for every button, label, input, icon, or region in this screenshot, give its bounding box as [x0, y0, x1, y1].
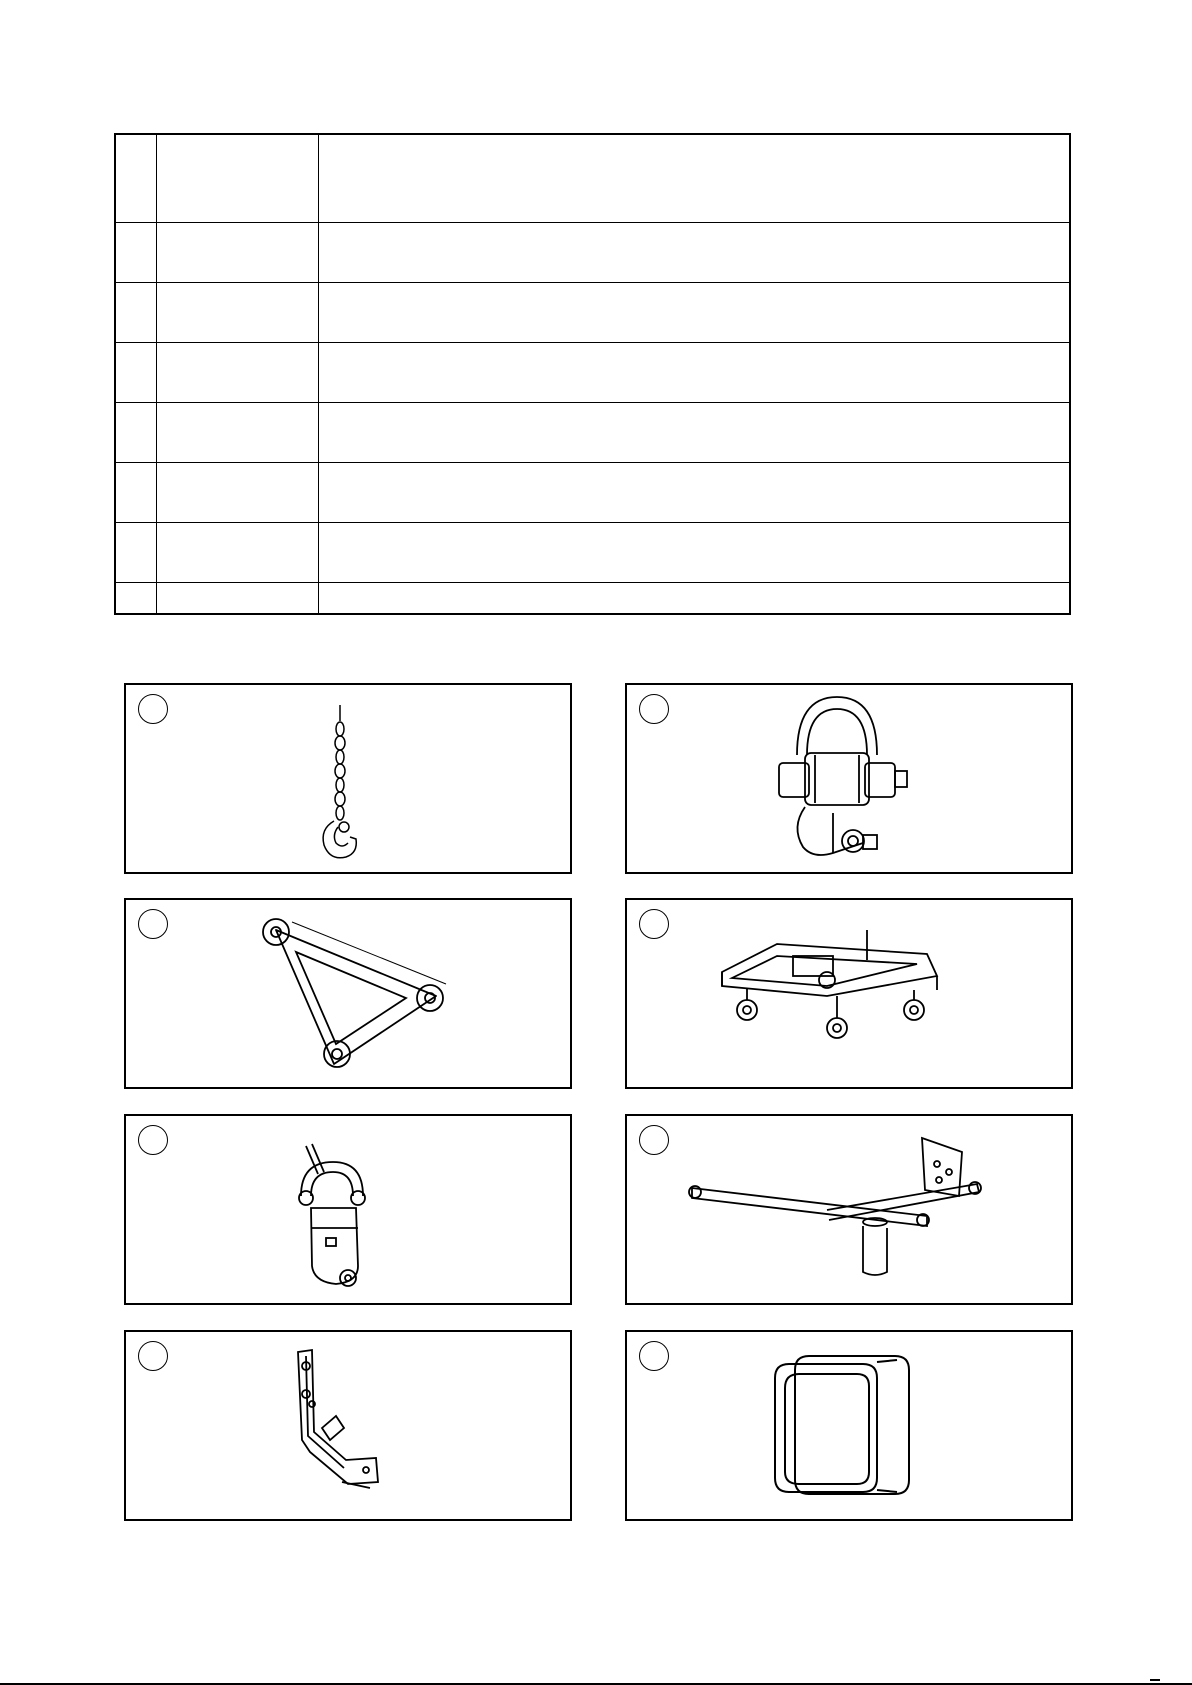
footer-mark	[1150, 1679, 1160, 1681]
rain-cover-icon	[627, 1332, 1075, 1523]
row-item	[157, 462, 319, 522]
table-row	[115, 402, 1070, 462]
truss-clamp-icon	[126, 1116, 574, 1307]
shackle-icon	[627, 685, 1075, 876]
table-row	[115, 462, 1070, 522]
row-description	[319, 282, 1071, 342]
illustration-panel	[625, 898, 1073, 1089]
row-number	[115, 582, 157, 614]
table-row	[115, 134, 1070, 222]
row-item	[157, 402, 319, 462]
row-number	[115, 402, 157, 462]
row-number	[115, 282, 157, 342]
row-item	[157, 222, 319, 282]
chain-hoist-icon	[126, 685, 574, 876]
row-item	[157, 522, 319, 582]
table-row	[115, 582, 1070, 614]
table-row	[115, 522, 1070, 582]
illustration-panel	[124, 1114, 572, 1305]
row-description	[319, 462, 1071, 522]
row-description	[319, 582, 1071, 614]
illustration-panel	[625, 1330, 1073, 1521]
row-number	[115, 342, 157, 402]
row-description	[319, 402, 1071, 462]
row-number	[115, 222, 157, 282]
table-row	[115, 342, 1070, 402]
illustration-panel	[124, 1330, 572, 1521]
illustration-panel	[625, 683, 1073, 874]
row-item	[157, 134, 319, 222]
row-number	[115, 462, 157, 522]
caster-dolly-frame-icon	[627, 900, 1075, 1091]
table-row	[115, 282, 1070, 342]
table-row	[115, 222, 1070, 282]
row-description	[319, 342, 1071, 402]
mounting-bracket-icon	[126, 1332, 574, 1523]
row-description	[319, 522, 1071, 582]
row-item	[157, 342, 319, 402]
illustration-panel	[124, 898, 572, 1089]
row-number	[115, 134, 157, 222]
row-description	[319, 134, 1071, 222]
row-item	[157, 282, 319, 342]
row-description	[319, 222, 1071, 282]
pole-mount-t-bar-icon	[627, 1116, 1075, 1307]
triangle-bridle-plate-icon	[126, 900, 574, 1091]
row-item	[157, 582, 319, 614]
row-number	[115, 522, 157, 582]
illustration-panel	[625, 1114, 1073, 1305]
illustration-panel	[124, 683, 572, 874]
parts-table	[114, 133, 1071, 615]
